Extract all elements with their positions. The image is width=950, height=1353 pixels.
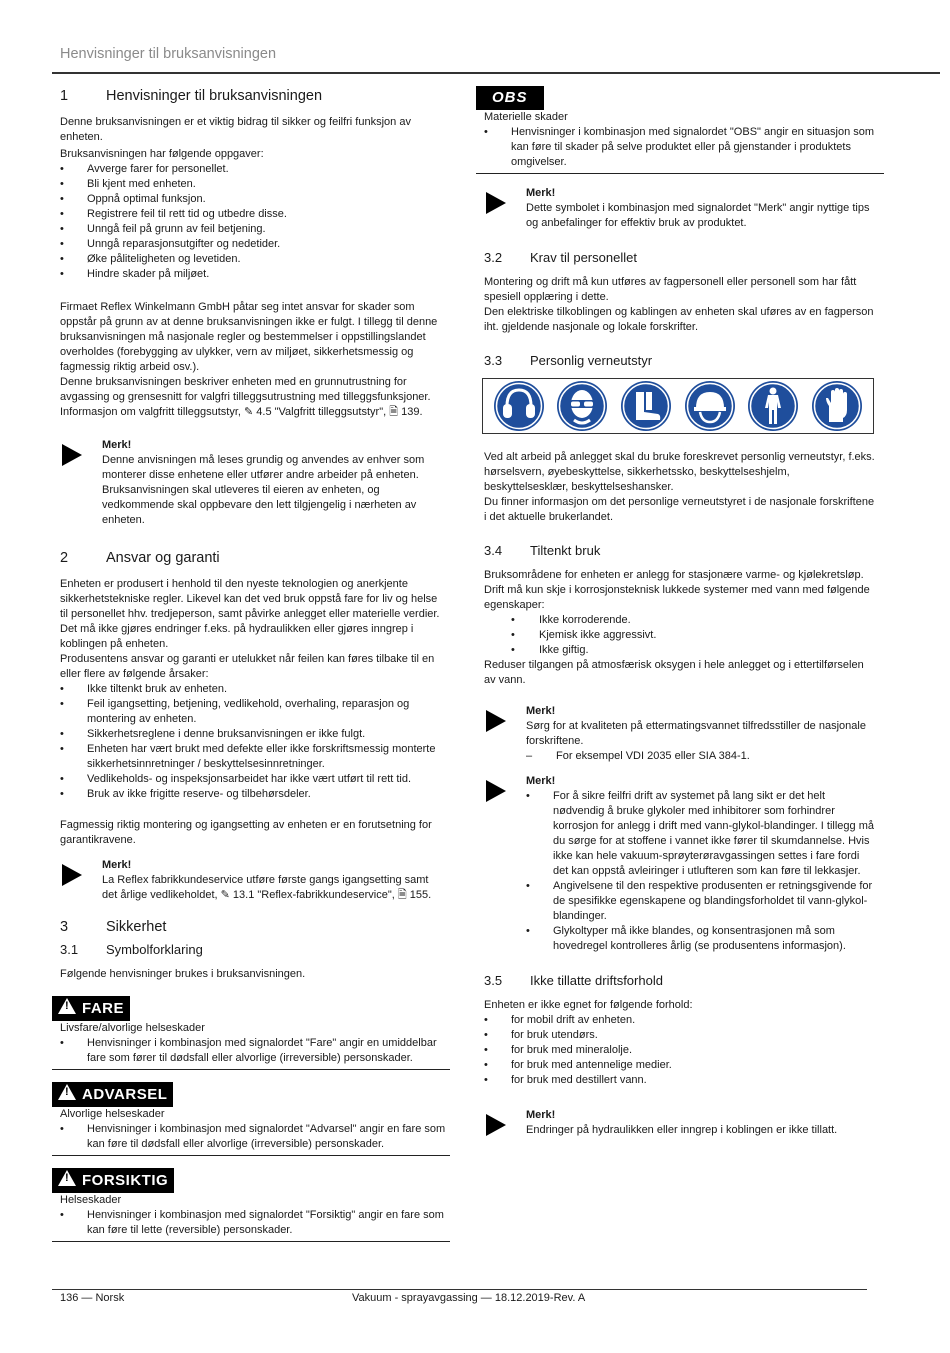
paragraph: Montering og drift må kun utføres av fagpersonell eller personell som har fått spesiell opplæring i dette. [484,276,857,303]
fare-signal-label [52,996,130,1021]
fare-block [52,996,442,1021]
section-title: Symbolforklaring [106,942,203,957]
obs-signal-label: OBS [476,86,544,110]
left-column [60,84,446,1242]
note-arrow-icon [62,864,82,886]
list-item: • Avverge farer for personellet. [60,162,442,177]
note-arrow-icon [486,192,506,214]
note-subitem [526,749,876,764]
list-item: • Sikkerhetsreglene i denne bruksanvisningen er ikke fulgt. [60,727,442,742]
paragraph: Denne bruksanvisningen beskriver enheten med en grunnutrustning for avgassing og grensesnitt for valgfri tilleggsutrustning med tilleggsfunksjoner. Informasjon om valgfritt tilleggsutstyr, ✎ 4.5 "Valgfritt tilleggsutstyr", 🗎 139. [60,376,431,418]
note-text: Dette symbolet i kombinasjon med signalordet "Merk" angir nyttige tips og anbefalinger for effektiv bruk av produktet. [526,202,870,229]
list-item: • Unngå reparasjonsutgifter og nedetider. [60,237,442,252]
section-title: Henvisninger til bruksanvisningen [106,88,323,104]
signal-subtitle: Materielle skader [484,111,568,123]
signal-subtitle: Helseskader [60,1194,122,1206]
section-title: Personlig verneutstyr [530,353,653,368]
section-number: 3 [60,919,69,935]
fare-body [52,1021,450,1070]
paragraph: Reduser tilgangen på atmosfærisk oksygen i hele anlegget og i ettertilførselen av vann. [484,659,864,686]
list-item: • Ikke korroderende. [484,613,876,628]
note-box [484,1108,876,1138]
section-title: Krav til personellet [530,250,637,265]
footer-page-number: 136 — Norsk [60,1292,125,1304]
note-list [526,789,876,954]
signal-subtitle: Alvorlige helseskader [60,1108,165,1120]
section-title: Ansvar og garanti [106,550,220,566]
paragraph: Enheten er ikke egnet for følgende forhold: [484,999,693,1011]
advarsel-body [52,1107,450,1156]
footer-rule [52,1289,867,1290]
note-text: Sørg for at kvaliteten på ettermatingsvannet tilfredsstiller de nasjonale forskriftene. [526,720,866,747]
forsiktig-signal-label [52,1168,174,1193]
protective-clothing-icon [747,380,799,432]
note-box [484,704,876,764]
section-2-heading [60,548,442,568]
note-box [484,774,876,954]
note-title: Merk! [526,187,556,199]
note-arrow-icon [486,780,506,802]
section-3-2-heading [484,249,876,267]
note-title: Merk! [526,775,556,787]
signal-word: ADVARSEL [82,1086,168,1103]
protective-gloves-icon [811,380,863,432]
section-title: Ikke tillatte driftsforhold [530,973,663,988]
section-1-heading [60,86,442,106]
note-text: Endringer på hydraulikken eller inngrep i koblingen er ikke tillatt. [526,1124,838,1136]
list-item: • Unngå feil på grunn av feil betjening. [60,222,442,237]
paragraph: Fagmessig riktig montering og igangsetting av enheten er en forutsetning for garantikravene. [60,819,432,846]
signal-word: FORSIKTIG [82,1172,169,1189]
list-item: • Henvisninger i kombinasjon med signalordet "Fare" angir en umiddelbar fare som fører til dødsfall eller alvorlige (irreversible) personskader. [60,1036,450,1066]
list-item: • for bruk med destillert vann. [484,1073,876,1088]
list-item: • Kjemisk ikke aggressivt. [484,628,876,643]
paragraph: Drift må kun skje i korrosjonsteknisk lukkede systemer med vann med følgende egenskaper: [484,584,870,611]
paragraph: Du finner informasjon om det personlige verneutstyret i de nasjonale forskriftene i det aktuelle brukerlandet. [484,496,875,523]
list-item: • for bruk utendørs. [484,1028,876,1043]
paragraph: Bruksanvisningen har følgende oppgaver: [60,148,264,160]
section-title: Tiltenkt bruk [530,543,601,558]
paragraph: Denne bruksanvisningen er et viktig bidrag til sikker og feilfri funksjon av enheten. [60,116,411,143]
list-item: • for bruk med mineralolje. [484,1043,876,1058]
ppe-icon-strip [482,378,874,434]
paragraph: Firmaet Reflex Winkelmann GmbH påtar seg intet ansvar for skader som oppstår på grunn av at denne bruksanvisningen ikke er fulgt. I tillegg til denne bruksanvisningen må nasjonale regler og bestemmelser i oppstillingslandet overholdes (forebygging av ulykker, vern av miljøet, sikkerhetsmessig og fagmessig riktig arbeid osv.). [60,301,438,373]
obs-body [476,110,884,174]
paragraph: Enheten er produsert i henhold til den nyeste teknologien og anerkjente sikkerhetstekniske regler. Likevel kan det ved bruk oppstå fare for liv og helse til personellet hhv. tredjeperson, samt påvirke anlegget eller materielle verdier. [60,578,440,620]
note-box [60,438,442,528]
section-number: 3.1 [60,942,79,957]
list-item: • Oppnå optimal funksjon. [60,192,442,207]
list-item: • for bruk med antennelige medier. [484,1058,876,1073]
section-number: 3.4 [484,543,503,558]
list-item: • Enheten har vært brukt med defekte eller ikke forskriftsmessig monterte sikkerhetsinnretninger / beskyttelsesinnretninger. [60,742,442,772]
paragraph: Det må ikke gjøres endringer f.eks. på hydraulikken eller gjøres inngrep i koblingen på enheten. [60,623,414,650]
list-item: • Bli kjent med enheten. [60,177,442,192]
right-column [484,86,876,1148]
footer-document-info: Vakuum - sprayavgassing — 18.12.2019-Rev. A [352,1292,586,1304]
list-item: • Glykoltyper må ikke blandes, og konsentrasjonen må som hovedregel kontrolleres årlig (se produsentens informasjon). [526,924,876,954]
section-number: 1 [60,88,69,104]
advarsel-signal-label [52,1082,173,1107]
warning-triangle-icon: ! [58,1084,76,1100]
list-item: • Ikke giftig. [484,643,876,658]
forsiktig-block [52,1168,442,1193]
condition-list [484,1013,876,1088]
note-text: Denne anvisningen må leses grundig og anvendes av enhver som monterer disse enhetene eller utfører andre arbeider på enheten. Bruksanvisningen skal utleveres til eieren av enheten, og vedkommende skal oppbevare den lett tilgjengelig i nærheten av enheten. [102,454,425,526]
note-arrow-icon [486,1114,506,1136]
section-number: 3.3 [484,353,503,368]
signal-word: FARE [82,1000,125,1017]
list-item: • Bruk av ikke frigitte reserve- og tilbehørsdeler. [60,787,442,802]
page-header: Henvisninger til bruksanvisningen [60,46,277,62]
section-3-1-heading [60,941,442,959]
list-item: • Henvisninger i kombinasjon med signalordet "Advarsel" angir en fare som kan føre til dødsfall eller alvorlige (irreversible) personskader. [60,1122,450,1152]
list-item: • Feil igangsetting, betjening, vedlikehold, overhaling, reparasjon og montering av enheten. [60,697,442,727]
paragraph: Følgende henvisninger brukes i bruksanvisningen. [60,968,306,980]
section-3-5-heading [484,972,876,990]
list-item: • Ikke tiltenkt bruk av enheten. [60,682,442,697]
note-title: Merk! [102,859,132,871]
list-item: • Vedlikeholds- og inspeksjonsarbeidet har ikke vært utført til rett tid. [60,772,442,787]
paragraph: Ved alt arbeid på anlegget skal du bruke foreskrevet personlig verneutstyr, f.eks. hørselsvern, øyebeskyttelse, sikkerhetssko, beskyttelseshjelm, beskyttelsesklær, beskyttelseshansker. [484,451,875,493]
safety-helmet-icon [684,380,736,432]
paragraph: Bruksområdene for enheten er anlegg for stasjonære varme- og kjølekretsløp. [484,569,864,581]
note-title: Merk! [526,705,556,717]
section-number: 3.5 [484,973,503,988]
warning-triangle-icon: ! [58,998,76,1014]
list-item: • Registrere feil til rett tid og utbedre disse. [60,207,442,222]
list-item: • Angivelsene til den respektive produsenten er retningsgivende for de spesifikke egenskapene og blandingsforholdet til vann-glykol-blandinger. [526,879,876,924]
section-3-3-heading [484,352,876,370]
note-arrow-icon [62,444,82,466]
section-3-heading [60,917,442,937]
signal-subtitle: Livsfare/alvorlige helseskader [60,1022,205,1034]
advarsel-block [52,1082,442,1107]
dash-marker: – [526,750,533,762]
section-3-4-heading [484,542,876,560]
header-rule [52,72,940,74]
note-title: Merk! [526,1109,556,1121]
safety-shoes-icon [620,380,672,432]
hearing-protection-icon [493,380,545,432]
list-item: • for mobil drift av enheten. [484,1013,876,1028]
safety-glasses-icon [556,380,608,432]
list-item: • Øke påliteligheten og levetiden. [60,252,442,267]
list-item: • Hindre skader på miljøet. [60,267,442,282]
list-item: • For å sikre feilfri drift av systemet på lang sikt er det helt nødvendig å bruke glykoler med inhibitorer som forhindrer korrosjon for anlegg i drift med vann-glykol-blandinger. I tillegg må du sørge for at stoffene i vannet ikke fører til skumdannelse. Hvis ikke kan hele vakuum-sprøyterøravgassingen settes i fare fordi det kan oppstå avleiringer i utlufteren som kan føre til lekkasjer. [526,789,876,879]
forsiktig-body [52,1193,450,1242]
task-list [60,162,442,282]
note-box [484,186,876,231]
note-text: La Reflex fabrikkundeservice utføre første gangs igangsetting samt det årlige vedlikeholdet, ✎ 13.1 "Reflex-fabrikkundeservice", 🗎 155. [102,874,432,901]
list-item: • Henvisninger i kombinasjon med signalordet "OBS" angir en situasjon som kan føre til skader på selve produktet eller på gjenstander i produktets omgivelser. [484,125,884,170]
paragraph: Produsentens ansvar og garanti er utelukket når feilen kan føres tilbake til en eller flere av følgende årsaker: [60,653,435,680]
cause-list [60,682,442,802]
section-number: 3.2 [484,250,503,265]
note-title: Merk! [102,439,132,451]
section-title: Sikkerhet [106,919,167,935]
list-item: • Henvisninger i kombinasjon med signalordet "Forsiktig" angir en fare som kan føre til lette (reversible) personskader. [60,1208,450,1238]
property-list [484,613,876,658]
paragraph: Den elektriske tilkoblingen og kablingen av enheten skal uføres av en fagperson iht. gjeldende nasjonale og lokale forskrifter. [484,306,874,333]
note-subitem-text: For eksempel VDI 2035 eller SIA 384-1. [556,750,750,762]
section-number: 2 [60,550,69,566]
note-box [60,858,442,903]
note-arrow-icon [486,710,506,732]
warning-triangle-icon: ! [58,1170,76,1186]
